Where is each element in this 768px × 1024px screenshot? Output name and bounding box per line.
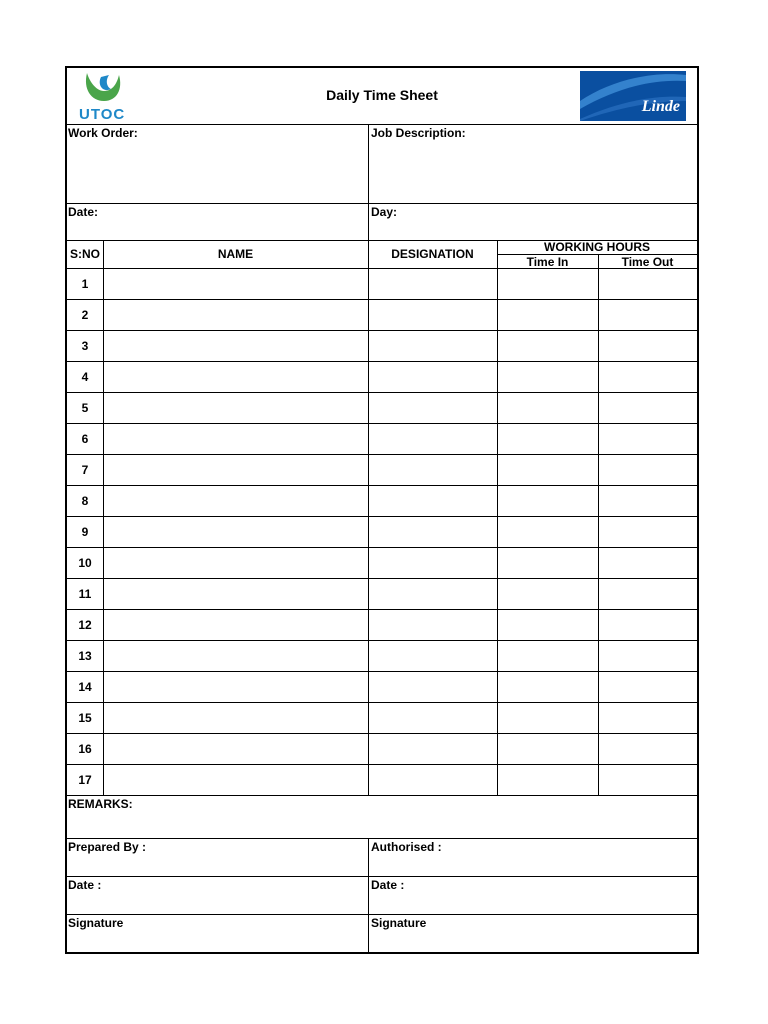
remarks-label: REMARKS: (68, 797, 133, 811)
row-number: 1 (81, 277, 89, 291)
row-number: 17 (78, 773, 92, 787)
rule (67, 203, 697, 204)
utoc-logo-mark (77, 71, 131, 105)
row-number: 16 (78, 742, 92, 756)
prepared-by-label: Prepared By : (68, 840, 147, 854)
page-title: Daily Time Sheet (326, 87, 438, 103)
table-row-divider (67, 392, 697, 393)
table-row-divider (67, 299, 697, 300)
table-row-divider (67, 640, 697, 641)
row-number: 4 (81, 370, 89, 384)
footer-date-left-label: Date : (68, 878, 102, 892)
row-number: 9 (81, 525, 89, 539)
time-sheet (65, 66, 699, 954)
col-header-name: NAME (217, 247, 254, 261)
row-number: 14 (78, 680, 92, 694)
rule (67, 914, 697, 915)
table-row-divider (67, 454, 697, 455)
signature-right-label: Signature (371, 916, 427, 930)
job-description-label: Job Description: (371, 126, 466, 140)
rule (67, 876, 697, 877)
rule (67, 795, 697, 796)
day-label: Day: (371, 205, 398, 219)
linde-logo-text: Linde (641, 98, 680, 115)
row-number: 5 (81, 401, 89, 415)
rule (67, 124, 697, 125)
table-row-divider (67, 485, 697, 486)
col-header-working-hours: WORKING HOURS (544, 240, 650, 254)
rule (67, 838, 697, 839)
row-number: 10 (78, 556, 92, 570)
row-number: 3 (81, 339, 89, 353)
utoc-logo-text: UTOC (79, 106, 126, 123)
row-number: 2 (81, 308, 89, 322)
signature-left-label: Signature (68, 916, 124, 930)
row-number: 13 (78, 649, 92, 663)
linde-logo (580, 71, 686, 121)
col-header-sno: S:NO (70, 247, 100, 261)
utoc-logo (77, 71, 131, 123)
date-label: Date: (68, 205, 99, 219)
rule (368, 838, 369, 952)
col-header-designation: DESIGNATION (391, 247, 474, 261)
rule (368, 240, 369, 795)
table-row-divider (67, 516, 697, 517)
table-row-divider (67, 702, 697, 703)
table-row-divider (67, 361, 697, 362)
rule (497, 240, 498, 795)
row-number: 11 (78, 587, 92, 601)
row-number: 6 (81, 432, 89, 446)
table-row-divider (67, 764, 697, 765)
row-number: 15 (78, 711, 92, 725)
rule (598, 254, 599, 795)
table-row-divider (67, 733, 697, 734)
authorised-label: Authorised : (371, 840, 442, 854)
table-row-divider (67, 671, 697, 672)
table-row-divider (67, 578, 697, 579)
table-row-divider (67, 547, 697, 548)
rule (368, 124, 369, 240)
row-number: 7 (81, 463, 89, 477)
col-header-time-in: Time In (526, 255, 569, 269)
row-number: 8 (81, 494, 89, 508)
table-row-divider (67, 609, 697, 610)
col-header-time-out: Time Out (621, 255, 674, 269)
work-order-label: Work Order: (68, 126, 138, 140)
rule (103, 240, 104, 795)
row-number: 12 (78, 618, 92, 632)
table-row-divider (67, 423, 697, 424)
table-row-divider (67, 330, 697, 331)
footer-date-right-label: Date : (371, 878, 405, 892)
